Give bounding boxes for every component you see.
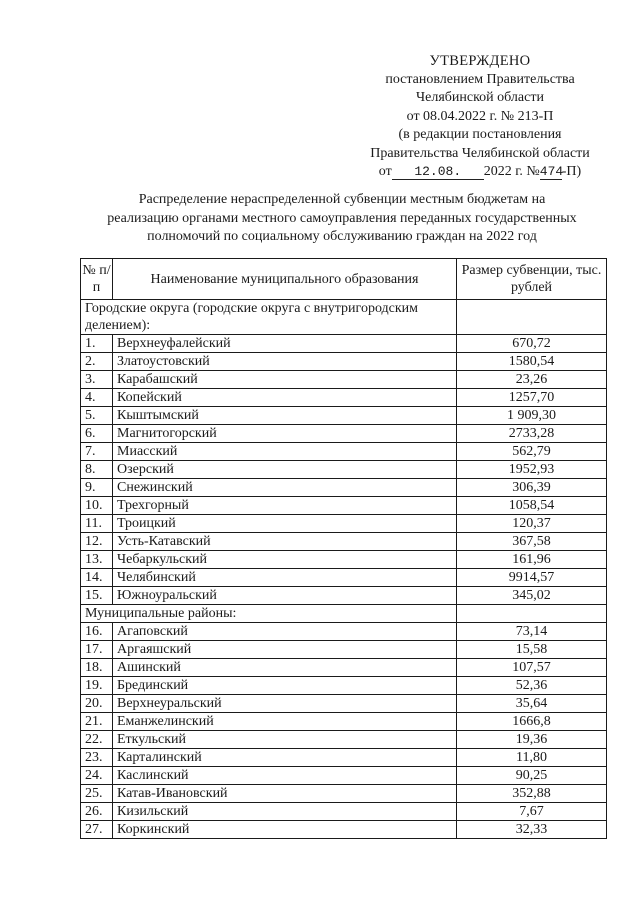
row-name: Аргаяшский [113, 641, 457, 659]
table-row [81, 551, 607, 569]
row-number: 16. [81, 623, 113, 641]
row-name: Брединский [113, 677, 457, 695]
row-value: 7,67 [457, 803, 607, 821]
row-number: 18. [81, 659, 113, 677]
row-name: Коркинский [113, 821, 457, 839]
table-row [81, 713, 607, 731]
row-name: Катав-Ивановский [113, 785, 457, 803]
row-name: Чебаркульский [113, 551, 457, 569]
row-value: 35,64 [457, 695, 607, 713]
row-name: Челябинский [113, 569, 457, 587]
row-name: Копейский [113, 389, 457, 407]
row-number: 4. [81, 389, 113, 407]
heading-line-1: Распределение нераспределенной субвенции местным бюджетам на [138, 192, 546, 207]
table-row [81, 461, 607, 479]
row-number: 21. [81, 713, 113, 731]
row-name: Еманжелинский [113, 713, 457, 731]
table-row [81, 335, 607, 353]
table-row [81, 677, 607, 695]
row-value: 2733,28 [457, 425, 607, 443]
table-row [81, 731, 607, 749]
table-row [81, 371, 607, 389]
heading-line-3: полномочий по социальному обслуживанию граждан на 2022 год [147, 229, 537, 244]
row-value: 306,39 [457, 479, 607, 497]
row-name: Златоустовский [113, 353, 457, 371]
row-value: 23,26 [457, 371, 607, 389]
row-value: 1580,54 [457, 353, 607, 371]
table-row [81, 695, 607, 713]
row-value: 345,02 [457, 587, 607, 605]
row-value: 1058,54 [457, 497, 607, 515]
row-name: Кизильский [113, 803, 457, 821]
table-row [81, 425, 607, 443]
section-districts-label: Муниципальные районы: [81, 605, 457, 623]
row-number: 25. [81, 785, 113, 803]
table-row [81, 407, 607, 425]
row-name: Кыштымский [113, 407, 457, 425]
row-value: 73,14 [457, 623, 607, 641]
edit-date-field: 12.08. [392, 165, 484, 180]
approval-stamp [330, 52, 630, 182]
row-number: 13. [81, 551, 113, 569]
row-name: Карталинский [113, 749, 457, 767]
row-name: Магнитогорский [113, 425, 457, 443]
row-number: 3. [81, 371, 113, 389]
approval-title: УТВЕРЖДЕНО [429, 53, 531, 69]
row-number: 6. [81, 425, 113, 443]
table-row [81, 443, 607, 461]
section-row-districts [81, 605, 607, 623]
section-urban-empty [457, 300, 607, 335]
table-row [81, 569, 607, 587]
row-name: Озерский [113, 461, 457, 479]
row-value: 90,25 [457, 767, 607, 785]
table-row [81, 785, 607, 803]
row-name: Южноуральский [113, 587, 457, 605]
edit-prefix: от [378, 164, 392, 179]
row-name: Миасский [113, 443, 457, 461]
table-row [81, 479, 607, 497]
approval-line-4: (в редакции постановления [398, 127, 562, 142]
table-row [81, 587, 607, 605]
row-number: 26. [81, 803, 113, 821]
table-row [81, 623, 607, 641]
table-row [81, 515, 607, 533]
row-number: 2. [81, 353, 113, 371]
row-value: 11,80 [457, 749, 607, 767]
table-row [81, 533, 607, 551]
row-name: Ашинский [113, 659, 457, 677]
heading-line-2: реализацию органами местного самоуправления переданных государственных [107, 210, 577, 226]
row-value: 670,72 [457, 335, 607, 353]
row-name: Трехгорный [113, 497, 457, 515]
section-row-urban [81, 300, 607, 335]
edit-suffix: -П) [561, 164, 582, 179]
row-number: 14. [81, 569, 113, 587]
row-value: 52,36 [457, 677, 607, 695]
row-number: 12. [81, 533, 113, 551]
table-row [81, 497, 607, 515]
row-name: Карабашский [113, 371, 457, 389]
row-value: 1952,93 [457, 461, 607, 479]
row-number: 23. [81, 749, 113, 767]
row-value: 120,37 [457, 515, 607, 533]
row-number: 24. [81, 767, 113, 785]
row-value: 352,88 [457, 785, 607, 803]
table-row [81, 353, 607, 371]
approval-line-3: от 08.04.2022 г. № 213-П [406, 108, 554, 124]
row-number: 19. [81, 677, 113, 695]
row-name: Верхнеуфалейский [113, 335, 457, 353]
row-value: 161,96 [457, 551, 607, 569]
row-number: 27. [81, 821, 113, 839]
table-row [81, 803, 607, 821]
subsidy-table [80, 258, 607, 839]
section-districts-empty [457, 605, 607, 623]
row-name: Верхнеуральский [113, 695, 457, 713]
row-value: 367,58 [457, 533, 607, 551]
row-value: 1666,8 [457, 713, 607, 731]
table-row [81, 659, 607, 677]
document-heading [78, 191, 606, 247]
approval-line-1: постановлением Правительства [385, 71, 575, 87]
row-value: 19,36 [457, 731, 607, 749]
table-header-row [81, 259, 607, 300]
row-number: 22. [81, 731, 113, 749]
row-number: 10. [81, 497, 113, 515]
row-number: 17. [81, 641, 113, 659]
approval-line-2: Челябинской области [416, 90, 544, 105]
row-number: 9. [81, 479, 113, 497]
row-number: 15. [81, 587, 113, 605]
row-number: 8. [81, 461, 113, 479]
table-row [81, 749, 607, 767]
row-number: 1. [81, 335, 113, 353]
header-name: Наименование муниципального образования [113, 259, 457, 300]
row-number: 11. [81, 515, 113, 533]
row-value: 1257,70 [457, 389, 607, 407]
approval-edit-line [330, 163, 630, 182]
edit-year: 2022 г. № [483, 164, 540, 179]
table-row [81, 767, 607, 785]
row-number: 5. [81, 407, 113, 425]
row-number: 20. [81, 695, 113, 713]
header-number: № п/п [81, 259, 113, 300]
row-value: 107,57 [457, 659, 607, 677]
row-value: 9914,57 [457, 569, 607, 587]
row-name: Снежинский [113, 479, 457, 497]
approval-line-5: Правительства Челябинской области [370, 145, 590, 161]
row-value: 15,58 [457, 641, 607, 659]
row-value: 562,79 [457, 443, 607, 461]
row-value: 1 909,30 [457, 407, 607, 425]
section-urban-label: Городские округа (городские округа с внутригородским делением): [81, 300, 457, 335]
table-row [81, 389, 607, 407]
row-name: Еткульский [113, 731, 457, 749]
row-number: 7. [81, 443, 113, 461]
edit-number-field: 474 [539, 164, 564, 179]
row-name: Агаповский [113, 623, 457, 641]
table-row [81, 641, 607, 659]
header-amount: Размер субвенции, тыс. рублей [457, 259, 607, 300]
row-name: Троицкий [113, 515, 457, 533]
row-value: 32,33 [457, 821, 607, 839]
row-name: Каслинский [113, 767, 457, 785]
row-name: Усть-Катавский [113, 533, 457, 551]
table-row [81, 821, 607, 839]
